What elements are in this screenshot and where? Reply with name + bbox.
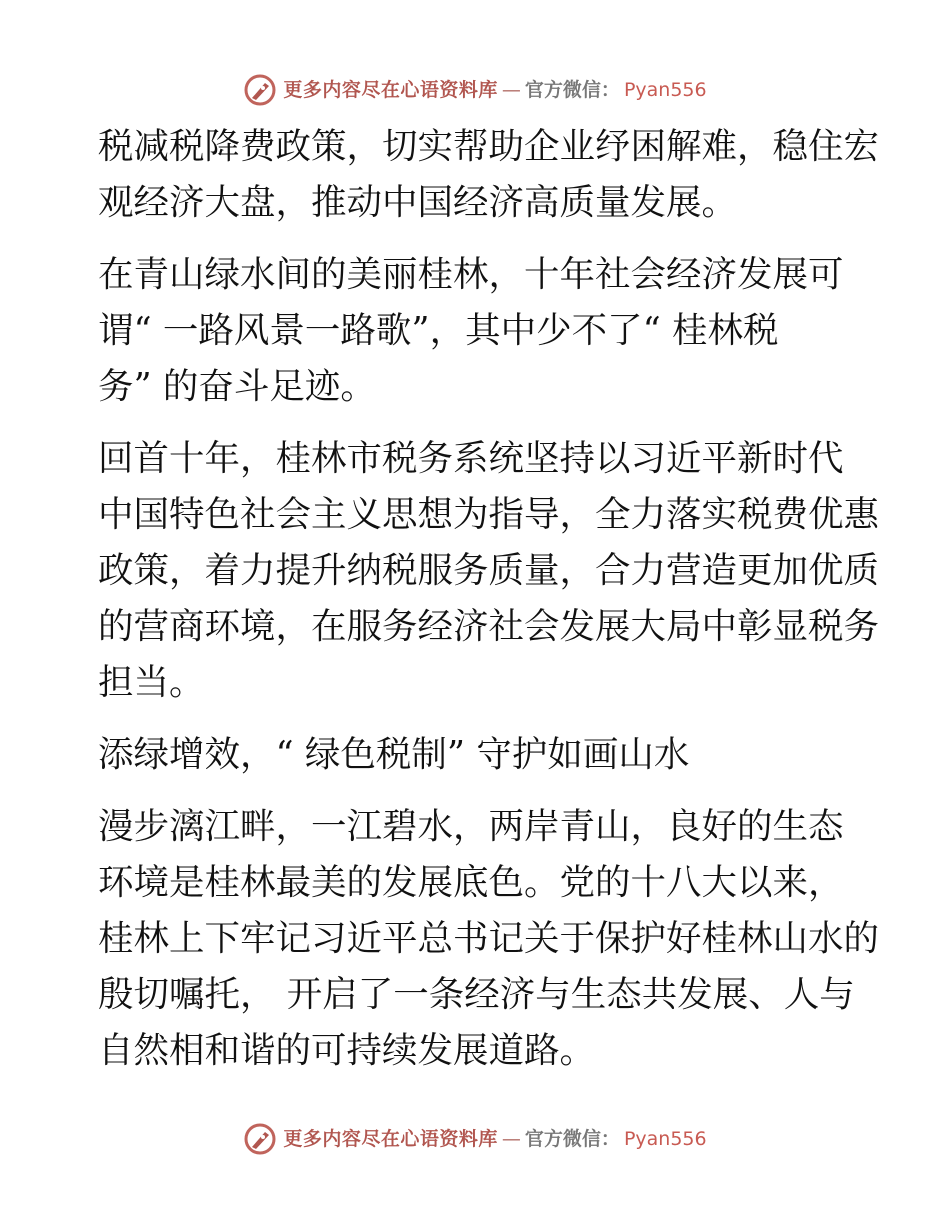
watermark-label: 官方微信： [524,79,620,101]
paragraph [98,799,880,1079]
watermark-main-text: 更多内容尽在心语资料库 [283,79,498,101]
header-watermark [0,70,950,110]
text-line: 殷切嘱托， 开启了一条经济与生态共发展、人与 [98,974,855,1015]
watermark-wechat-id: Pyan556 [623,79,707,101]
text-line: 添绿增效，“ 绿色税制” 守护如画山水 [98,734,690,775]
text-line: 务” 的奋斗足迹。 [98,366,376,407]
text-line: 的营商环境，在服务经济社会发展大局中彰显税务 [98,606,880,647]
text-line: 政策，着力提升纳税服务质量，合力营造更加优质 [98,550,880,591]
text-line: 观经济大盘，推动中国经济高质量发展。 [98,182,738,223]
watermark-dash: — [501,79,521,101]
text-line: 谓“ 一路风景一路歌”，其中少不了“ 桂林税 [98,310,779,351]
document-body [98,119,880,1095]
text-line: 中国特色社会主义思想为指导，全力落实税费优惠 [98,494,880,535]
pen-nib-circle-icon [243,73,277,107]
text-line: 在青山绿水间的美丽桂林，十年社会经济发展可 [98,254,844,295]
watermark-main-text: 更多内容尽在心语资料库 [283,1128,498,1150]
text-line: 税减税降费政策，切实帮助企业纾困解难，稳住宏 [98,126,880,167]
text-line: 担当。 [98,662,205,703]
section-heading [98,727,858,783]
text-line: 自然相和谐的可持续发展道路。 [98,1030,596,1071]
watermark-label: 官方微信： [524,1128,620,1150]
watermark-wechat-id: Pyan556 [623,1128,707,1150]
text-line: 漫步漓江畔，一江碧水，两岸青山，良好的生态 [98,806,844,847]
footer-watermark [0,1119,950,1159]
text-line: 桂林上下牢记习近平总书记关于保护好桂林山水的 [98,918,880,959]
paragraph [98,119,880,231]
watermark-dash: — [501,1128,521,1150]
text-line: 回首十年，桂林市税务系统坚持以习近平新时代 [98,438,844,479]
paragraph [98,431,880,711]
paragraph [98,247,858,415]
pen-nib-circle-icon [243,1122,277,1156]
text-line: 环境是桂林最美的发展底色。党的十八大以来， [98,862,844,903]
